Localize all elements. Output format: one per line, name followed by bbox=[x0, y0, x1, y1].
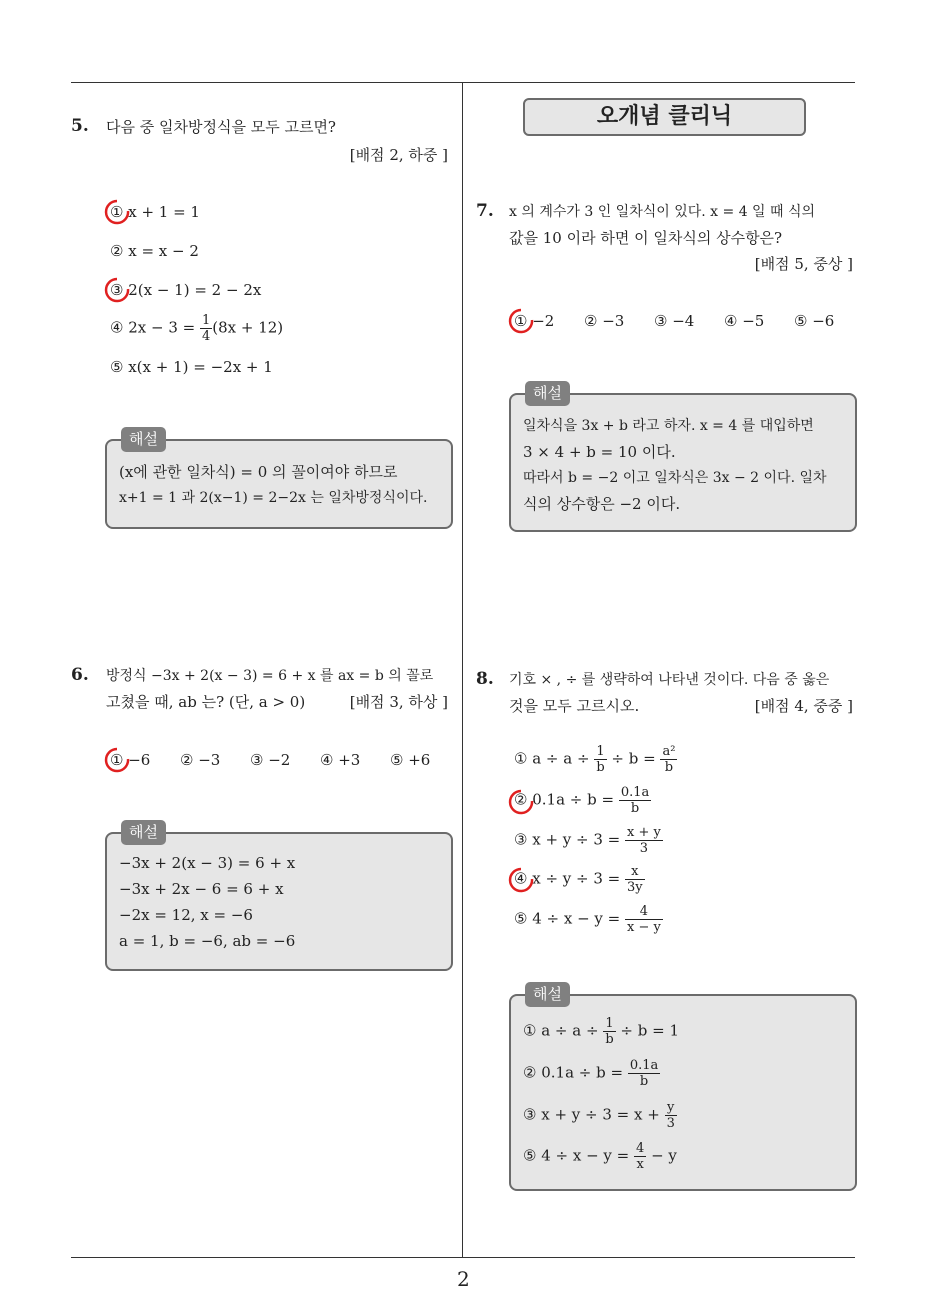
fraction bbox=[660, 744, 677, 775]
fraction bbox=[625, 825, 663, 856]
question-6-text-line-1: 방정식 −3x + 2(x − 3) = 6 + x 를 ax = b 의 꼴로 bbox=[106, 668, 434, 684]
fraction-numerator: 1 bbox=[594, 744, 606, 760]
q8-explanation-box bbox=[509, 985, 857, 1191]
fraction-denominator: b bbox=[639, 1074, 649, 1089]
q6-explanation-line-2: −3x + 2x − 6 = 6 + x bbox=[119, 880, 284, 898]
exp-pre: ① a ÷ a ÷ bbox=[523, 1021, 604, 1040]
question-8-score: [배점 4, 중중 ] bbox=[754, 697, 853, 715]
q6-explanation-box bbox=[105, 823, 453, 971]
q5-option-2[interactable]: ② x = x − 2 bbox=[110, 242, 199, 260]
question-5-number: 5. bbox=[71, 116, 89, 136]
q7-explanation-box bbox=[509, 384, 857, 532]
fraction-numerator: x + y bbox=[627, 825, 661, 840]
q6-option-1[interactable]: ① −6 bbox=[110, 751, 151, 769]
q7-explanation-line-3: 따라서 b = −2 이고 일차식은 3x − 2 이다. 일차 bbox=[523, 470, 827, 486]
q8-option-2-pre: ② 0.1a ÷ b = bbox=[514, 790, 619, 809]
fraction-denominator: b bbox=[664, 760, 674, 775]
question-6-score: [배점 3, 하상 ] bbox=[349, 693, 448, 711]
q5-option-4-tail: (8x + 12) bbox=[212, 318, 284, 337]
q7-option-1[interactable]: ① −2 bbox=[514, 312, 555, 330]
answer-circle-mark-icon bbox=[103, 746, 131, 774]
q5-explanation-box bbox=[105, 430, 453, 529]
question-7-number: 7. bbox=[476, 201, 494, 221]
q6-option-2[interactable]: ② −3 bbox=[180, 751, 221, 769]
q6-explanation-line-3: −2x = 12, x = −6 bbox=[119, 906, 253, 924]
q8-option-4-pre: ④ x ÷ y ÷ 3 = bbox=[514, 869, 626, 888]
fraction bbox=[625, 904, 663, 935]
fraction-numerator: 0.1a bbox=[620, 785, 650, 800]
q7-option-5[interactable]: ⑤ −6 bbox=[794, 312, 835, 330]
fraction-denominator: x bbox=[636, 1157, 644, 1172]
q5-option-4-fraction bbox=[200, 313, 212, 344]
question-7-text-line-2: 값을 10 이라 하면 이 일차식의 상수항은? bbox=[509, 229, 783, 247]
fraction-numerator: 1 bbox=[201, 313, 211, 328]
q5-option-4-lhs: ④ 2x − 3 = bbox=[110, 318, 200, 337]
question-6-number: 6. bbox=[71, 665, 89, 685]
q6-option-3[interactable]: ③ −2 bbox=[250, 751, 291, 769]
q8-option-1-pre: ① a ÷ a ÷ bbox=[514, 749, 595, 768]
question-5-score: [배점 2, 하중 ] bbox=[349, 146, 448, 164]
column-divider bbox=[462, 83, 463, 1257]
fraction bbox=[625, 864, 645, 895]
q8-explanation-line-1 bbox=[523, 1016, 679, 1047]
fraction bbox=[603, 1016, 615, 1047]
q8-explanation-line-2 bbox=[523, 1058, 660, 1089]
explanation-label: 해설 bbox=[525, 982, 570, 1007]
q8-option-5-pre: ⑤ 4 ÷ x − y = bbox=[514, 909, 626, 928]
fraction-denominator: b bbox=[630, 801, 640, 816]
fraction-numerator: x bbox=[625, 864, 645, 880]
question-7-text-line-1: x 의 계수가 3 인 일차식이 있다. x = 4 일 때 식의 bbox=[509, 204, 816, 220]
question-7-score: [배점 5, 중상 ] bbox=[754, 255, 853, 273]
answer-circle-mark-icon bbox=[507, 788, 535, 816]
fraction-denominator: 3 bbox=[639, 841, 649, 856]
fraction bbox=[619, 785, 651, 816]
q5-option-4[interactable] bbox=[110, 313, 283, 344]
question-8-text-line-2: 것을 모두 고르시오. bbox=[509, 697, 640, 715]
fraction-numerator: 1 bbox=[603, 1016, 615, 1032]
q6-option-4[interactable]: ④ +3 bbox=[320, 751, 361, 769]
q7-explanation-line-2: 3 × 4 + b = 10 이다. bbox=[523, 443, 676, 461]
exp-pre: ② 0.1a ÷ b = bbox=[523, 1063, 628, 1082]
q8-option-1-mid: ÷ b = bbox=[606, 749, 661, 768]
q8-option-3-pre: ③ x + y ÷ 3 = bbox=[514, 830, 626, 849]
question-8-number: 8. bbox=[476, 669, 494, 689]
fraction-numerator: 4 bbox=[625, 904, 663, 920]
fraction-denominator: 3y bbox=[627, 880, 643, 895]
exp-pre: ③ x + y ÷ 3 = x + bbox=[523, 1105, 665, 1124]
explanation-label: 해설 bbox=[525, 381, 570, 406]
answer-circle-mark-icon bbox=[103, 276, 131, 304]
q5-option-1[interactable]: ① x + 1 = 1 bbox=[110, 203, 200, 221]
q6-explanation-line-4: a = 1, b = −6, ab = −6 bbox=[119, 932, 296, 950]
q5-option-3[interactable]: ③ 2(x − 1) = 2 − 2x bbox=[110, 281, 262, 299]
fraction-numerator: y bbox=[665, 1100, 677, 1116]
bottom-rule bbox=[71, 1257, 855, 1258]
q7-explanation-line-1: 일차식을 3x + b 라고 하자. x = 4 를 대입하면 bbox=[523, 418, 814, 434]
answer-circle-mark-icon bbox=[103, 198, 131, 226]
section-title: 오개념 클리닉 bbox=[523, 98, 806, 136]
q5-option-5[interactable]: ⑤ x(x + 1) = −2x + 1 bbox=[110, 358, 273, 376]
q7-option-3[interactable]: ③ −4 bbox=[654, 312, 695, 330]
q8-option-3[interactable] bbox=[514, 825, 663, 856]
q5-explanation-line-2: x+1 = 1 과 2(x−1) = 2−2x 는 일차방정식이다. bbox=[119, 490, 428, 506]
q8-option-5[interactable] bbox=[514, 904, 663, 935]
q6-explanation-line-1: −3x + 2(x − 3) = 6 + x bbox=[119, 854, 296, 872]
fraction-numerator: a² bbox=[662, 744, 676, 759]
q7-explanation-line-4: 식의 상수항은 −2 이다. bbox=[523, 495, 681, 513]
fraction bbox=[628, 1058, 660, 1089]
exp-pre: ⑤ 4 ÷ x − y = bbox=[523, 1146, 635, 1165]
q7-option-2[interactable]: ② −3 bbox=[584, 312, 625, 330]
fraction-denominator: b bbox=[596, 760, 605, 775]
question-8-text-line-1: 기호 × , ÷ 를 생략하여 나타낸 것이다. 다음 중 옳은 bbox=[509, 672, 830, 688]
exp-post: − y bbox=[646, 1146, 677, 1165]
question-5-text: 다음 중 일차방정식을 모두 고르면? bbox=[106, 118, 336, 136]
page-number: 2 bbox=[457, 1267, 470, 1291]
answer-circle-mark-icon bbox=[507, 866, 535, 894]
question-6-text-line-2: 고쳤을 때, ab 는? (단, a > 0) bbox=[106, 693, 306, 711]
fraction-denominator: 4 bbox=[201, 329, 211, 344]
fraction bbox=[665, 1100, 677, 1131]
fraction-denominator: x − y bbox=[627, 920, 661, 935]
q8-explanation-line-4 bbox=[523, 1141, 677, 1172]
fraction bbox=[594, 744, 606, 775]
q6-option-5[interactable]: ⑤ +6 bbox=[390, 751, 431, 769]
q8-explanation-line-3 bbox=[523, 1100, 677, 1131]
q8-option-1[interactable] bbox=[514, 744, 677, 775]
fraction bbox=[634, 1141, 646, 1172]
answer-circle-mark-icon bbox=[507, 307, 535, 335]
explanation-label: 해설 bbox=[121, 427, 166, 452]
fraction-denominator: b bbox=[605, 1032, 614, 1047]
fraction-numerator: 4 bbox=[636, 1141, 645, 1156]
fraction-numerator: 0.1a bbox=[629, 1058, 659, 1073]
q7-option-4[interactable]: ④ −5 bbox=[724, 312, 765, 330]
q5-explanation-line-1: (x에 관한 일차식) = 0 의 꼴이여야 하므로 bbox=[119, 463, 398, 481]
exp-post: ÷ b = 1 bbox=[615, 1021, 679, 1040]
explanation-label: 해설 bbox=[121, 820, 166, 845]
fraction-denominator: 3 bbox=[666, 1116, 675, 1131]
top-rule bbox=[71, 82, 855, 83]
